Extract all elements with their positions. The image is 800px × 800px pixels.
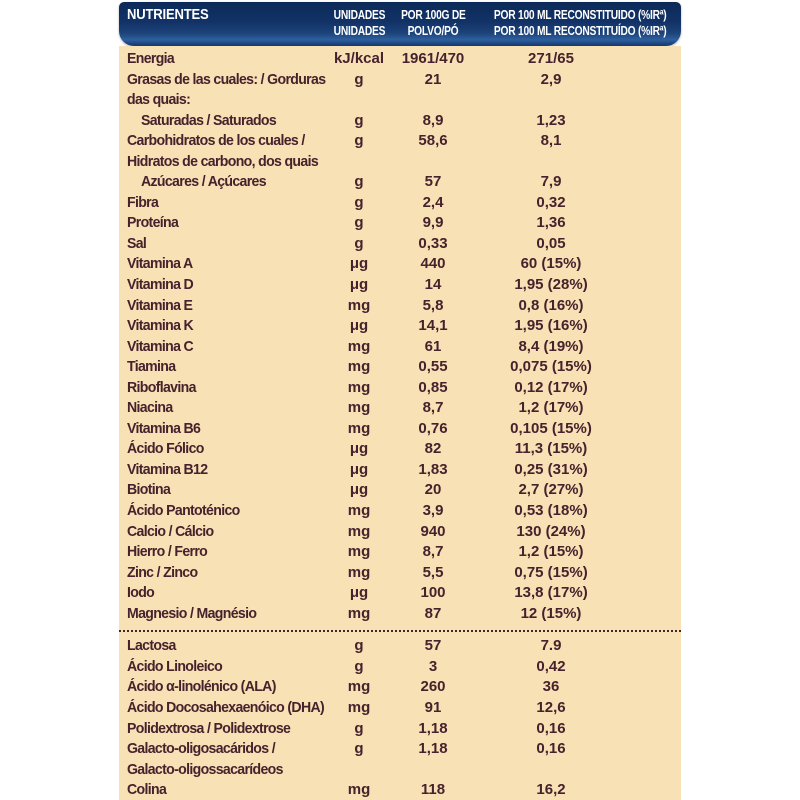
nutrient-label: Polidextrosa / Polidextrose <box>127 719 291 737</box>
table-row <box>119 193 681 214</box>
nutrition-table <box>119 0 681 800</box>
unit-cell: g <box>354 173 364 191</box>
nutrient-label: Saturadas / Saturados <box>141 111 277 129</box>
per-100ml-cell: 0,105 (15%) <box>510 419 592 437</box>
table-row <box>119 780 681 800</box>
table-row <box>119 398 681 419</box>
unit-cell: mg <box>347 698 371 716</box>
per-100ml-cell: 12,6 <box>536 698 566 716</box>
per-100ml-cell: 1,23 <box>536 111 566 129</box>
unit-cell: g <box>354 70 364 88</box>
nutrient-label: Riboflavina <box>127 378 196 396</box>
unit-cell: μg <box>349 440 369 458</box>
per-100g-cell: 1,83 <box>418 460 448 478</box>
per-100ml-cell: 2,9 <box>540 70 562 88</box>
nutrient-label: Ácido Pantoténico <box>127 502 240 520</box>
unit-cell: mg <box>347 522 371 540</box>
per-100ml-cell: 16,2 <box>536 781 566 799</box>
nutrient-label: Tiamina <box>127 358 176 376</box>
nutrient-label: Vitamina K <box>127 317 194 335</box>
per-100g-cell: 14 <box>424 276 442 294</box>
per-100ml-cell: 1,2 (17%) <box>518 399 584 417</box>
per-100g-cell: 1,18 <box>418 740 448 758</box>
nutrient-label: Vitamina B6 <box>127 419 201 437</box>
per-100ml-cell: 8,1 <box>540 132 562 150</box>
per-100ml-cell: 1,95 (28%) <box>514 276 588 294</box>
per-100g-cell: 87 <box>424 604 442 622</box>
nutrient-label: Carbohidratos de los cuales / Hidratos de carbono, dos quais <box>127 132 319 170</box>
nutrient-label: Biotina <box>127 481 171 499</box>
per-100g-cell: 940 <box>420 522 446 540</box>
table-row <box>119 542 681 563</box>
per-100g-cell: 0,55 <box>418 358 448 376</box>
unit-cell: μg <box>349 584 369 602</box>
nutrient-label: Hierro / Ferro <box>127 543 208 561</box>
per-100g-cell: 3 <box>428 657 438 675</box>
table-row <box>119 337 681 358</box>
nutrient-label: Zinc / Zinco <box>127 563 198 581</box>
nutrient-label: Ácido Linoleico <box>127 657 223 675</box>
nutrient-label: Azúcares / Açúcares <box>141 173 266 191</box>
nutrient-label: Niacina <box>127 399 173 417</box>
per-100g-cell: 57 <box>424 637 442 655</box>
header-units: UNIDADES UNIDADES <box>333 8 385 38</box>
per-100g-cell: 9,9 <box>422 214 444 232</box>
table-row <box>119 460 681 481</box>
unit-cell: g <box>354 719 364 737</box>
per-100ml-cell: 0,075 (15%) <box>510 358 592 376</box>
table-row <box>119 49 681 70</box>
unit-cell: mg <box>347 296 371 314</box>
nutrient-label: Colina <box>127 781 167 799</box>
per-100g-cell: 21 <box>424 70 442 88</box>
table-row <box>119 698 681 719</box>
per-100ml-cell: 2,7 (27%) <box>518 481 584 499</box>
per-100g-cell: 8,7 <box>422 543 444 561</box>
table-row <box>119 739 681 780</box>
header-nutrients-label: NUTRIENTES <box>127 7 209 23</box>
section-divider <box>119 630 681 632</box>
table-row <box>119 583 681 604</box>
per-100ml-cell: 36 <box>542 678 560 696</box>
unit-cell: mg <box>347 563 371 581</box>
nutrient-label: Ácido α-linolénico (ALA) <box>127 678 276 696</box>
nutrient-label: Vitamina D <box>127 276 194 294</box>
per-100ml-cell: 0,05 <box>536 234 566 252</box>
table-row <box>119 234 681 255</box>
per-100g-cell: 0,76 <box>418 419 448 437</box>
table-row <box>119 563 681 584</box>
per-100ml-cell: 13,8 (17%) <box>514 584 588 602</box>
nutrient-label: Energia <box>127 50 175 67</box>
unit-cell: g <box>354 111 364 129</box>
unit-cell: g <box>354 234 364 252</box>
per-100g-cell: 20 <box>424 481 442 499</box>
nutrient-label: Sal <box>127 234 147 252</box>
header-per-100g: POR 100G DE POLVO/PÓ <box>400 8 466 38</box>
per-100g-cell: 8,7 <box>422 399 444 417</box>
table-row <box>119 70 681 111</box>
unit-cell: mg <box>347 399 371 417</box>
table-row <box>119 296 681 317</box>
unit-cell: g <box>354 740 364 758</box>
nutrient-label: Lactosa <box>127 637 176 655</box>
nutrient-label: Galacto-oligosacáridos / Galacto-oligossacarídeos <box>127 740 283 778</box>
per-100ml-cell: 1,95 (16%) <box>514 317 588 335</box>
unit-cell: mg <box>347 781 371 799</box>
per-100ml-cell: 0,32 <box>536 193 566 211</box>
per-100g-cell: 57 <box>424 173 442 191</box>
table-row <box>119 419 681 440</box>
per-100g-cell: 1,18 <box>418 719 448 737</box>
per-100g-cell: 91 <box>424 698 442 716</box>
table-row <box>119 439 681 460</box>
table-row <box>119 657 681 678</box>
per-100ml-cell: 0,25 (31%) <box>514 460 588 478</box>
per-100g-cell: 8,9 <box>422 111 444 129</box>
table-row <box>119 677 681 698</box>
table-header <box>119 2 681 46</box>
table-row <box>119 501 681 522</box>
table-row <box>119 131 681 172</box>
table-body-main <box>119 49 681 624</box>
per-100ml-cell: 7,9 <box>540 173 562 191</box>
per-100ml-cell: 8,4 (19%) <box>518 337 584 355</box>
table-row <box>119 604 681 625</box>
unit-cell: g <box>354 132 364 150</box>
per-100g-cell: 100 <box>420 584 446 602</box>
nutrient-label: Vitamina A <box>127 255 193 273</box>
per-100ml-cell: 60 (15%) <box>520 255 582 273</box>
per-100ml-cell: 271/65 <box>528 50 574 67</box>
table-row <box>119 111 681 132</box>
per-100g-cell: 0,85 <box>418 378 448 396</box>
table-row <box>119 636 681 657</box>
per-100ml-cell: 12 (15%) <box>520 604 582 622</box>
unit-cell: g <box>354 657 364 675</box>
table-body-extra <box>119 636 681 800</box>
unit-cell: mg <box>347 378 371 396</box>
nutrient-label: Vitamina C <box>127 337 194 355</box>
unit-cell: mg <box>347 502 371 520</box>
unit-cell: g <box>354 214 364 232</box>
unit-cell: μg <box>349 460 369 478</box>
per-100g-cell: 5,5 <box>422 563 444 581</box>
table-row <box>119 254 681 275</box>
unit-cell: mg <box>347 678 371 696</box>
per-100ml-cell: 1,36 <box>536 214 566 232</box>
table-row <box>119 172 681 193</box>
per-100g-cell: 14,1 <box>418 317 448 335</box>
per-100g-cell: 61 <box>424 337 442 355</box>
unit-cell: mg <box>347 604 371 622</box>
per-100ml-cell: 0,53 (18%) <box>514 502 588 520</box>
per-100g-cell: 440 <box>420 255 446 273</box>
table-row <box>119 480 681 501</box>
per-100g-cell: 82 <box>424 440 442 458</box>
table-row <box>119 522 681 543</box>
per-100ml-cell: 0,16 <box>536 719 566 737</box>
nutrient-label: Ácido Docosahexaenóico (DHA) <box>127 698 325 716</box>
per-100g-cell: 3,9 <box>422 502 444 520</box>
per-100ml-cell: 11,3 (15%) <box>514 440 588 458</box>
per-100ml-cell: 0,12 (17%) <box>514 378 588 396</box>
nutrient-label: Grasas de las cuales: / Gorduras das quais: <box>127 70 326 109</box>
nutrient-label: Vitamina E <box>127 296 193 314</box>
per-100ml-cell: 130 (24%) <box>516 522 586 540</box>
unit-cell: μg <box>349 276 369 294</box>
nutrient-label: Fibra <box>127 193 159 211</box>
unit-cell: mg <box>347 419 371 437</box>
table-row <box>119 275 681 296</box>
per-100g-cell: 1961/470 <box>401 50 465 67</box>
unit-cell: mg <box>347 337 371 355</box>
per-100ml-cell: 0,8 (16%) <box>518 296 584 314</box>
nutrient-label: Ácido Fólico <box>127 440 204 458</box>
unit-cell: mg <box>347 543 371 561</box>
per-100ml-cell: 1,2 (15%) <box>518 543 584 561</box>
per-100g-cell: 260 <box>420 678 446 696</box>
table-row <box>119 719 681 740</box>
per-100ml-cell: 7.9 <box>540 637 562 655</box>
unit-cell: kJ/kcal <box>333 50 385 67</box>
unit-cell: g <box>354 637 364 655</box>
unit-cell: μg <box>349 255 369 273</box>
unit-cell: μg <box>349 481 369 499</box>
unit-cell: μg <box>349 317 369 335</box>
table-row <box>119 213 681 234</box>
per-100ml-cell: 0,42 <box>536 657 566 675</box>
table-row <box>119 316 681 337</box>
table-body <box>119 46 681 800</box>
per-100ml-cell: 0,75 (15%) <box>514 563 588 581</box>
nutrient-label: Vitamina B12 <box>127 460 208 478</box>
table-row <box>119 357 681 378</box>
per-100ml-cell: 0,16 <box>536 740 566 758</box>
per-100g-cell: 0,33 <box>418 234 448 252</box>
unit-cell: mg <box>347 358 371 376</box>
nutrient-label: Magnesio / Magnésio <box>127 604 257 622</box>
per-100g-cell: 5,8 <box>422 296 444 314</box>
unit-cell: g <box>354 193 364 211</box>
header-nutrients <box>127 7 327 23</box>
nutrient-label: Calcio / Cálcio <box>127 522 214 540</box>
per-100g-cell: 2,4 <box>422 193 444 211</box>
header-per-100ml: POR 100 ML RECONSTITUIDO (%IRª) POR 100 ML RECONSTITUÍDO (%IRª) <box>493 8 667 38</box>
per-100g-cell: 58,6 <box>418 132 448 150</box>
nutrient-label: Proteína <box>127 214 179 232</box>
table-row <box>119 378 681 399</box>
nutrient-label: Iodo <box>127 584 155 602</box>
per-100g-cell: 118 <box>420 781 446 799</box>
